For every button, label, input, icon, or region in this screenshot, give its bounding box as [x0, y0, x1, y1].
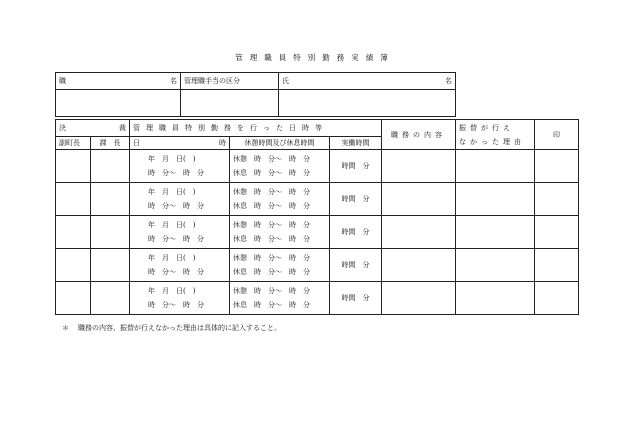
chief-seal-cell[interactable] [91, 249, 130, 282]
actual-cell[interactable]: 時間 分 [330, 216, 382, 249]
name-label-cell [279, 73, 456, 90]
approval-left: 決 [59, 124, 66, 132]
category-field[interactable] [181, 90, 279, 117]
datetime-cell[interactable] [130, 249, 230, 282]
staff-label: 職 [59, 77, 66, 85]
mayor-seal-cell[interactable] [56, 183, 91, 216]
actual-cell[interactable]: 時間 分 [330, 150, 382, 183]
break-cell[interactable] [230, 183, 330, 216]
work-record-table [55, 119, 579, 315]
datetime-cell[interactable] [130, 183, 230, 216]
reason-cell[interactable] [456, 183, 535, 216]
seal-cell[interactable] [535, 249, 579, 282]
chief-seal-cell[interactable] [91, 150, 130, 183]
chief-seal-cell[interactable] [91, 216, 130, 249]
staff-label-right: 名 [170, 77, 177, 85]
staff-field[interactable] [56, 90, 181, 117]
actual-cell[interactable]: 時間 分 [330, 183, 382, 216]
date-text: 年 月 日( ) [148, 188, 196, 196]
footnote-text: 職務の内容、振替が行えなかった理由は具体的に記入すること。 [78, 324, 281, 332]
duties-cell[interactable] [382, 249, 456, 282]
col-datetime [130, 137, 230, 150]
col-break: 休憩時間及び休息時間 [230, 137, 330, 150]
mayor-seal-cell[interactable] [56, 216, 91, 249]
reason-line1: 振替が行え [459, 123, 515, 132]
actual-cell[interactable]: 時間 分 [330, 249, 382, 282]
table-row [56, 183, 579, 216]
date-text: 年 月 日( ) [148, 155, 196, 163]
name-field[interactable] [279, 90, 456, 117]
col-actual: 実働時間 [330, 137, 382, 150]
time-text: 時 分～ 時 分 [148, 268, 204, 276]
work-header: 管理職員特別勤務を行った日時等 [130, 120, 382, 137]
approval-right: 裁 [119, 124, 126, 132]
break-text: 休憩 時 分～ 時 分 [233, 287, 310, 295]
duties-header: 職務の内容 [382, 120, 456, 150]
seal-cell[interactable] [535, 282, 579, 315]
break-text: 休憩 時 分～ 時 分 [233, 221, 310, 229]
datetime-cell[interactable] [130, 150, 230, 183]
name-label: 氏 [282, 77, 289, 85]
footnote [62, 323, 281, 333]
seal-header: 印 [535, 120, 579, 150]
mayor-seal-cell[interactable] [56, 249, 91, 282]
rest-text: 休息 時 分～ 時 分 [233, 235, 310, 243]
date-text: 年 月 日( ) [148, 221, 196, 229]
table-row [56, 249, 579, 282]
reason-line2: なかった理由 [459, 137, 526, 146]
table-row [56, 216, 579, 249]
reason-cell[interactable] [456, 249, 535, 282]
col-time: 時 [219, 139, 226, 147]
date-text: 年 月 日( ) [148, 254, 196, 262]
chief-seal-cell[interactable] [91, 183, 130, 216]
datetime-cell[interactable] [130, 216, 230, 249]
time-text: 時 分～ 時 分 [148, 169, 204, 177]
mayor-seal-cell[interactable] [56, 150, 91, 183]
break-text: 休憩 時 分～ 時 分 [233, 254, 310, 262]
datetime-cell[interactable] [130, 282, 230, 315]
reason-cell[interactable] [456, 216, 535, 249]
table-row [56, 150, 579, 183]
table-row [56, 282, 579, 315]
break-cell[interactable] [230, 282, 330, 315]
seal-cell[interactable] [535, 216, 579, 249]
col-date: 日 [133, 139, 140, 147]
document-title: 管理職員特別勤務実績簿 [235, 53, 395, 62]
break-text: 休憩 時 分～ 時 分 [233, 155, 310, 163]
duties-cell[interactable] [382, 183, 456, 216]
category-label: 管理職手当の区分 [181, 73, 279, 90]
chief-seal-cell[interactable] [91, 282, 130, 315]
time-text: 時 分～ 時 分 [148, 301, 204, 309]
break-cell[interactable] [230, 249, 330, 282]
time-text: 時 分～ 時 分 [148, 235, 204, 243]
break-cell[interactable] [230, 216, 330, 249]
reason-cell[interactable] [456, 282, 535, 315]
break-text: 休憩 時 分～ 時 分 [233, 188, 310, 196]
rest-text: 休息 時 分～ 時 分 [233, 301, 310, 309]
approval-header [56, 120, 130, 137]
duties-cell[interactable] [382, 216, 456, 249]
break-cell[interactable] [230, 150, 330, 183]
actual-cell[interactable]: 時間 分 [330, 282, 382, 315]
seal-cell[interactable] [535, 150, 579, 183]
time-text: 時 分～ 時 分 [148, 202, 204, 210]
mayor-seal-cell[interactable] [56, 282, 91, 315]
rest-text: 休息 時 分～ 時 分 [233, 202, 310, 210]
duties-cell[interactable] [382, 150, 456, 183]
footnote-mark: ＊ [62, 324, 69, 332]
staff-label-cell [56, 73, 181, 90]
reason-cell[interactable] [456, 150, 535, 183]
rest-text: 休息 時 分～ 時 分 [233, 169, 310, 177]
col-section-chief: 課 長 [91, 137, 130, 150]
name-label-right: 名 [445, 77, 452, 85]
rest-text: 休息 時 分～ 時 分 [233, 268, 310, 276]
seal-cell[interactable] [535, 183, 579, 216]
date-text: 年 月 日( ) [148, 287, 196, 295]
col-deputy-mayor: 副町長 [56, 137, 91, 150]
header-table [55, 72, 456, 117]
reason-header [456, 120, 535, 150]
duties-cell[interactable] [382, 282, 456, 315]
